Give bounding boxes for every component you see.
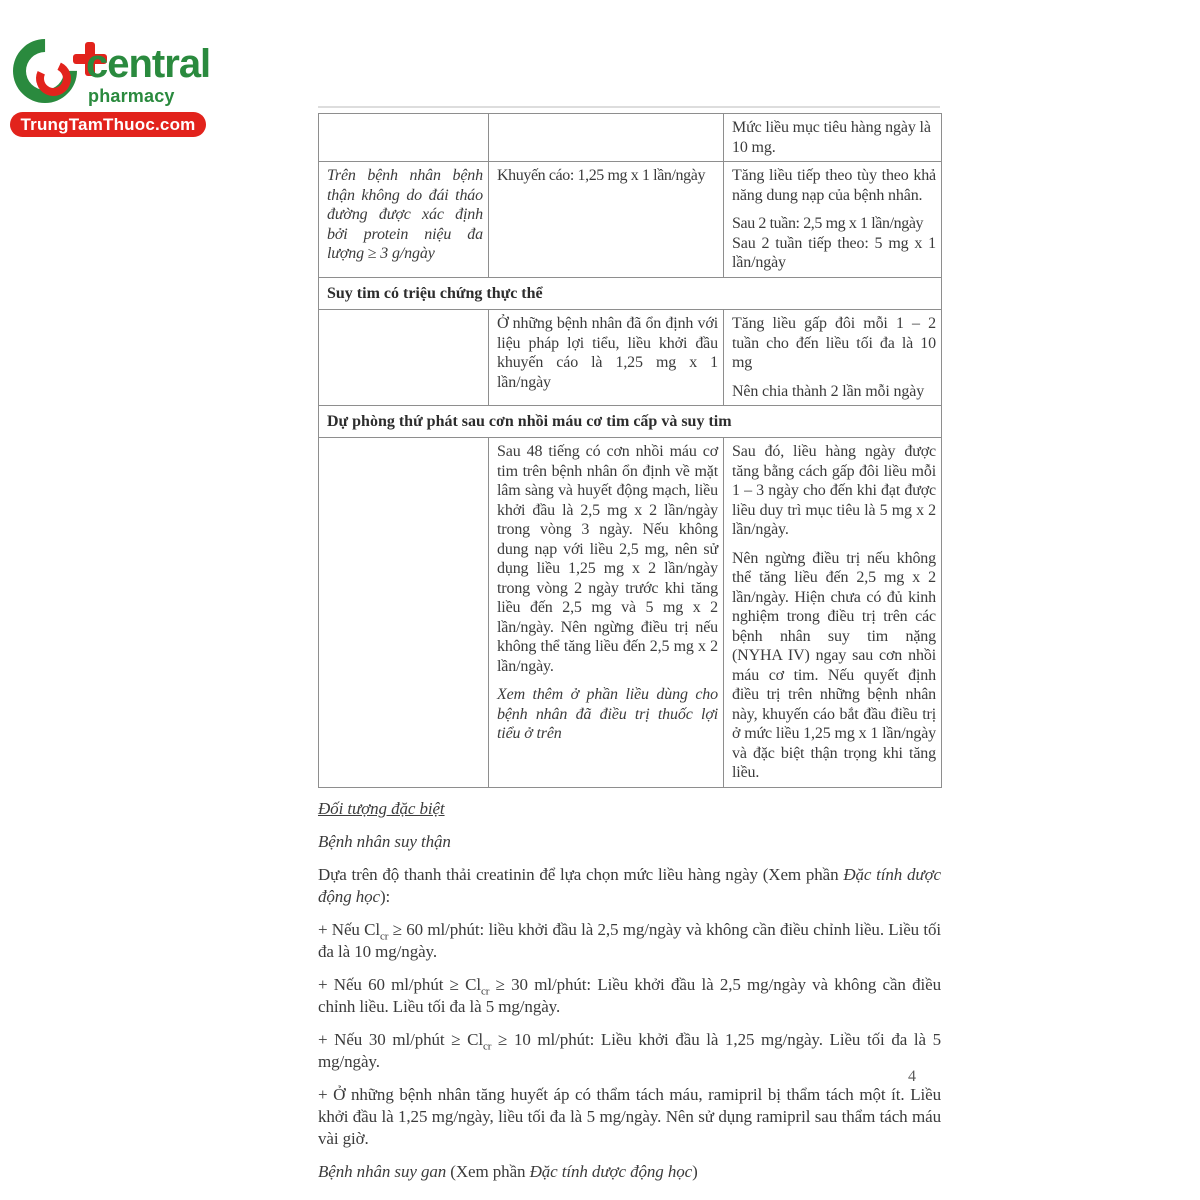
cell-empty <box>319 438 489 788</box>
cell-empty <box>489 114 724 162</box>
clcr-bullet-60 <box>318 919 941 963</box>
logo-website-badge: TrungTamThuoc.com <box>10 112 206 137</box>
bullet-text: + Nếu 30 ml/phút ≥ Cl <box>318 1029 483 1049</box>
recommendation-text: Khuyến cáo: 1,25 mg x 1 lần/ngày <box>497 167 706 184</box>
central-pharmacy-logo <box>10 28 220 140</box>
special-populations-heading: Đối tượng đặc biệt <box>318 798 445 818</box>
intro-colon: ): <box>380 886 391 906</box>
hemodialysis-bullet: + Ở những bệnh nhân tăng huyết áp có thẩm tách máu, ramipril bị thẩm tách một ít. Liều khởi đầu là 1,25 mg/ngày, liều tối đa là 5 mg/ngày. Nên sử dụng ramipril sau thẩm tách máu vài giờ. <box>318 1084 941 1148</box>
reference-close: ) <box>692 1161 698 1181</box>
bullet-text: + Nếu Cl <box>318 919 381 939</box>
section-header-secondary-prevention <box>319 406 942 438</box>
bullet-text: ≥ 30 ml/phút: Liều khởi đầu là 2,5 mg/ngày và không cần điều chỉnh liều. Liều tối đa là 5 mg/ngày. <box>318 974 941 1016</box>
discontinue-note: Nên ngừng điều trị nếu không thể tăng liều đến 2,5 mg x 2 lần/ngày. Hiện chưa có đủ kinh nghiệm trong điều trị trên các bệnh nhân suy tim nặng (NYHA IV) ngay sau cơn nhồi máu cơ tim. Nếu quyết định điều trị trên những bệnh nhân này, khuyến cáo bắt đầu điều trị ở mức liều 1,25 mg x 1 lần/ngày và đặc biệt thận trọng khi tăng liều. <box>732 549 936 781</box>
bullet-text: + Nếu 60 ml/phút ≥ Cl <box>318 974 481 994</box>
double-dose-text: Tăng liều gấp đôi mỗi 1 – 2 tuần cho đến liều tối đa là 10 mg <box>732 315 936 371</box>
cell-post-mi-dosing <box>489 438 724 788</box>
split-dose-text: Nên chia thành 2 lần mỗi ngày <box>732 382 925 400</box>
cell-target-dose <box>724 114 942 162</box>
clcr-subscript: cr <box>481 984 490 997</box>
reference-text: (Xem phần <box>446 1161 530 1181</box>
clcr-bullet-30-10 <box>318 1029 941 1073</box>
creatinine-clearance-intro <box>318 864 941 908</box>
logo-brand-text: central <box>86 42 211 86</box>
heart-failure-header-text: Suy tim có triệu chứng thực thể <box>319 278 942 310</box>
clcr-subscript: cr <box>380 929 389 942</box>
bullet-text: ≥ 10 ml/phút: Liều khởi đầu là 1,25 mg/ngày. Liều tối đa là 5 mg/ngày. <box>318 1029 941 1071</box>
cell-renal-condition: Trên bệnh nhân bệnh thận không do đái tháo đường được xác định bởi protein niệu đa lượng ≥ 3 g/ngày <box>319 162 489 278</box>
table-row-post-mi <box>319 438 942 788</box>
clcr-bullet-60-30 <box>318 974 941 1018</box>
section-header-heart-failure <box>319 278 942 310</box>
cell-maintenance-dose <box>724 438 942 788</box>
maintenance-dose-text: Sau đó, liều hàng ngày được tăng bằng cách gấp đôi liều mỗi 1 – 3 ngày cho đến khi đạt được liều duy trì mục tiêu là 5 mg x 2 lần/ngày. <box>732 443 936 538</box>
page-number: 4 <box>908 1068 916 1085</box>
cell-recommendation <box>489 162 724 278</box>
table-row-heart-failure <box>319 310 942 406</box>
logo-tagline: pharmacy <box>88 86 175 106</box>
cell-titration-schedule <box>724 162 942 278</box>
hepatic-impairment-line <box>318 1161 941 1183</box>
pharmacokinetics-reference: Đặc tính dược động học <box>529 1161 693 1181</box>
post-mi-note: Xem thêm ở phần liều dùng cho bệnh nhân đã điều trị thuốc lợi tiểu ở trên <box>497 686 718 742</box>
cell-empty <box>319 114 489 162</box>
bullet-text: ≥ 60 ml/phút: liều khởi đầu là 2,5 mg/ngày và không cần điều chỉnh liều. Liều tối đa là 10 mg/ngày. <box>318 919 941 961</box>
clcr-subscript: cr <box>483 1039 492 1052</box>
pharmacokinetics-reference: Đặc tính dược động học <box>318 864 942 906</box>
cell-stable-diuretic: Ở những bệnh nhân đã ổn định với liệu pháp lợi tiểu, liều khởi đầu khuyến cáo là 1,25 mg x 1 lần/ngày <box>489 310 724 406</box>
renal-impairment-subheading: Bệnh nhân suy thận <box>318 831 451 851</box>
target-dose-text: Mức liều mục tiêu hàng ngày là 10 mg. <box>732 119 931 156</box>
post-mi-dosing-text: Sau 48 tiếng có cơn nhồi máu cơ tim trên bệnh nhân ổn định về mặt lâm sàng và huyết động mạch, liều khởi đầu là 2,5 mg x 2 lần/ngày trong vòng 3 ngày. Nếu không dung nạp với liều 2,5 mg, nên sử dụng liều 1,25 mg x 2 lần/ngày trong vòng 2 ngày trước khi tăng liều đến 2,5 mg và 5 mg x 2 lần/ngày. Nên ngừng điều trị nếu không thể tăng liều đến 2,5 mg x 2 lần/ngày. <box>497 443 718 675</box>
special-populations-section <box>318 798 941 1183</box>
table-row-renal-patients <box>319 162 942 278</box>
cell-double-dose <box>724 310 942 406</box>
titration-step-2: Sau 2 tuần tiếp theo: 5 mg x 1 lần/ngày <box>732 234 936 271</box>
scan-artifact-line <box>318 106 940 108</box>
cell-empty <box>319 310 489 406</box>
table-row-continuation <box>319 114 942 162</box>
hepatic-subheading: Bệnh nhân suy gan <box>318 1161 447 1181</box>
intro-text: Dựa trên độ thanh thải creatinin để lựa chọn mức liều hàng ngày (Xem phần <box>318 864 844 884</box>
titration-step-1: Sau 2 tuần: 2,5 mg x 1 lần/ngày <box>732 215 924 232</box>
titration-intro: Tăng liều tiếp theo tùy theo khả năng dung nạp của bệnh nhân. <box>732 167 936 204</box>
leaflet-content <box>318 113 941 1194</box>
dosing-table <box>318 113 942 788</box>
secondary-prevention-header-text: Dự phòng thứ phát sau cơn nhồi máu cơ tim cấp và suy tim <box>319 406 942 438</box>
